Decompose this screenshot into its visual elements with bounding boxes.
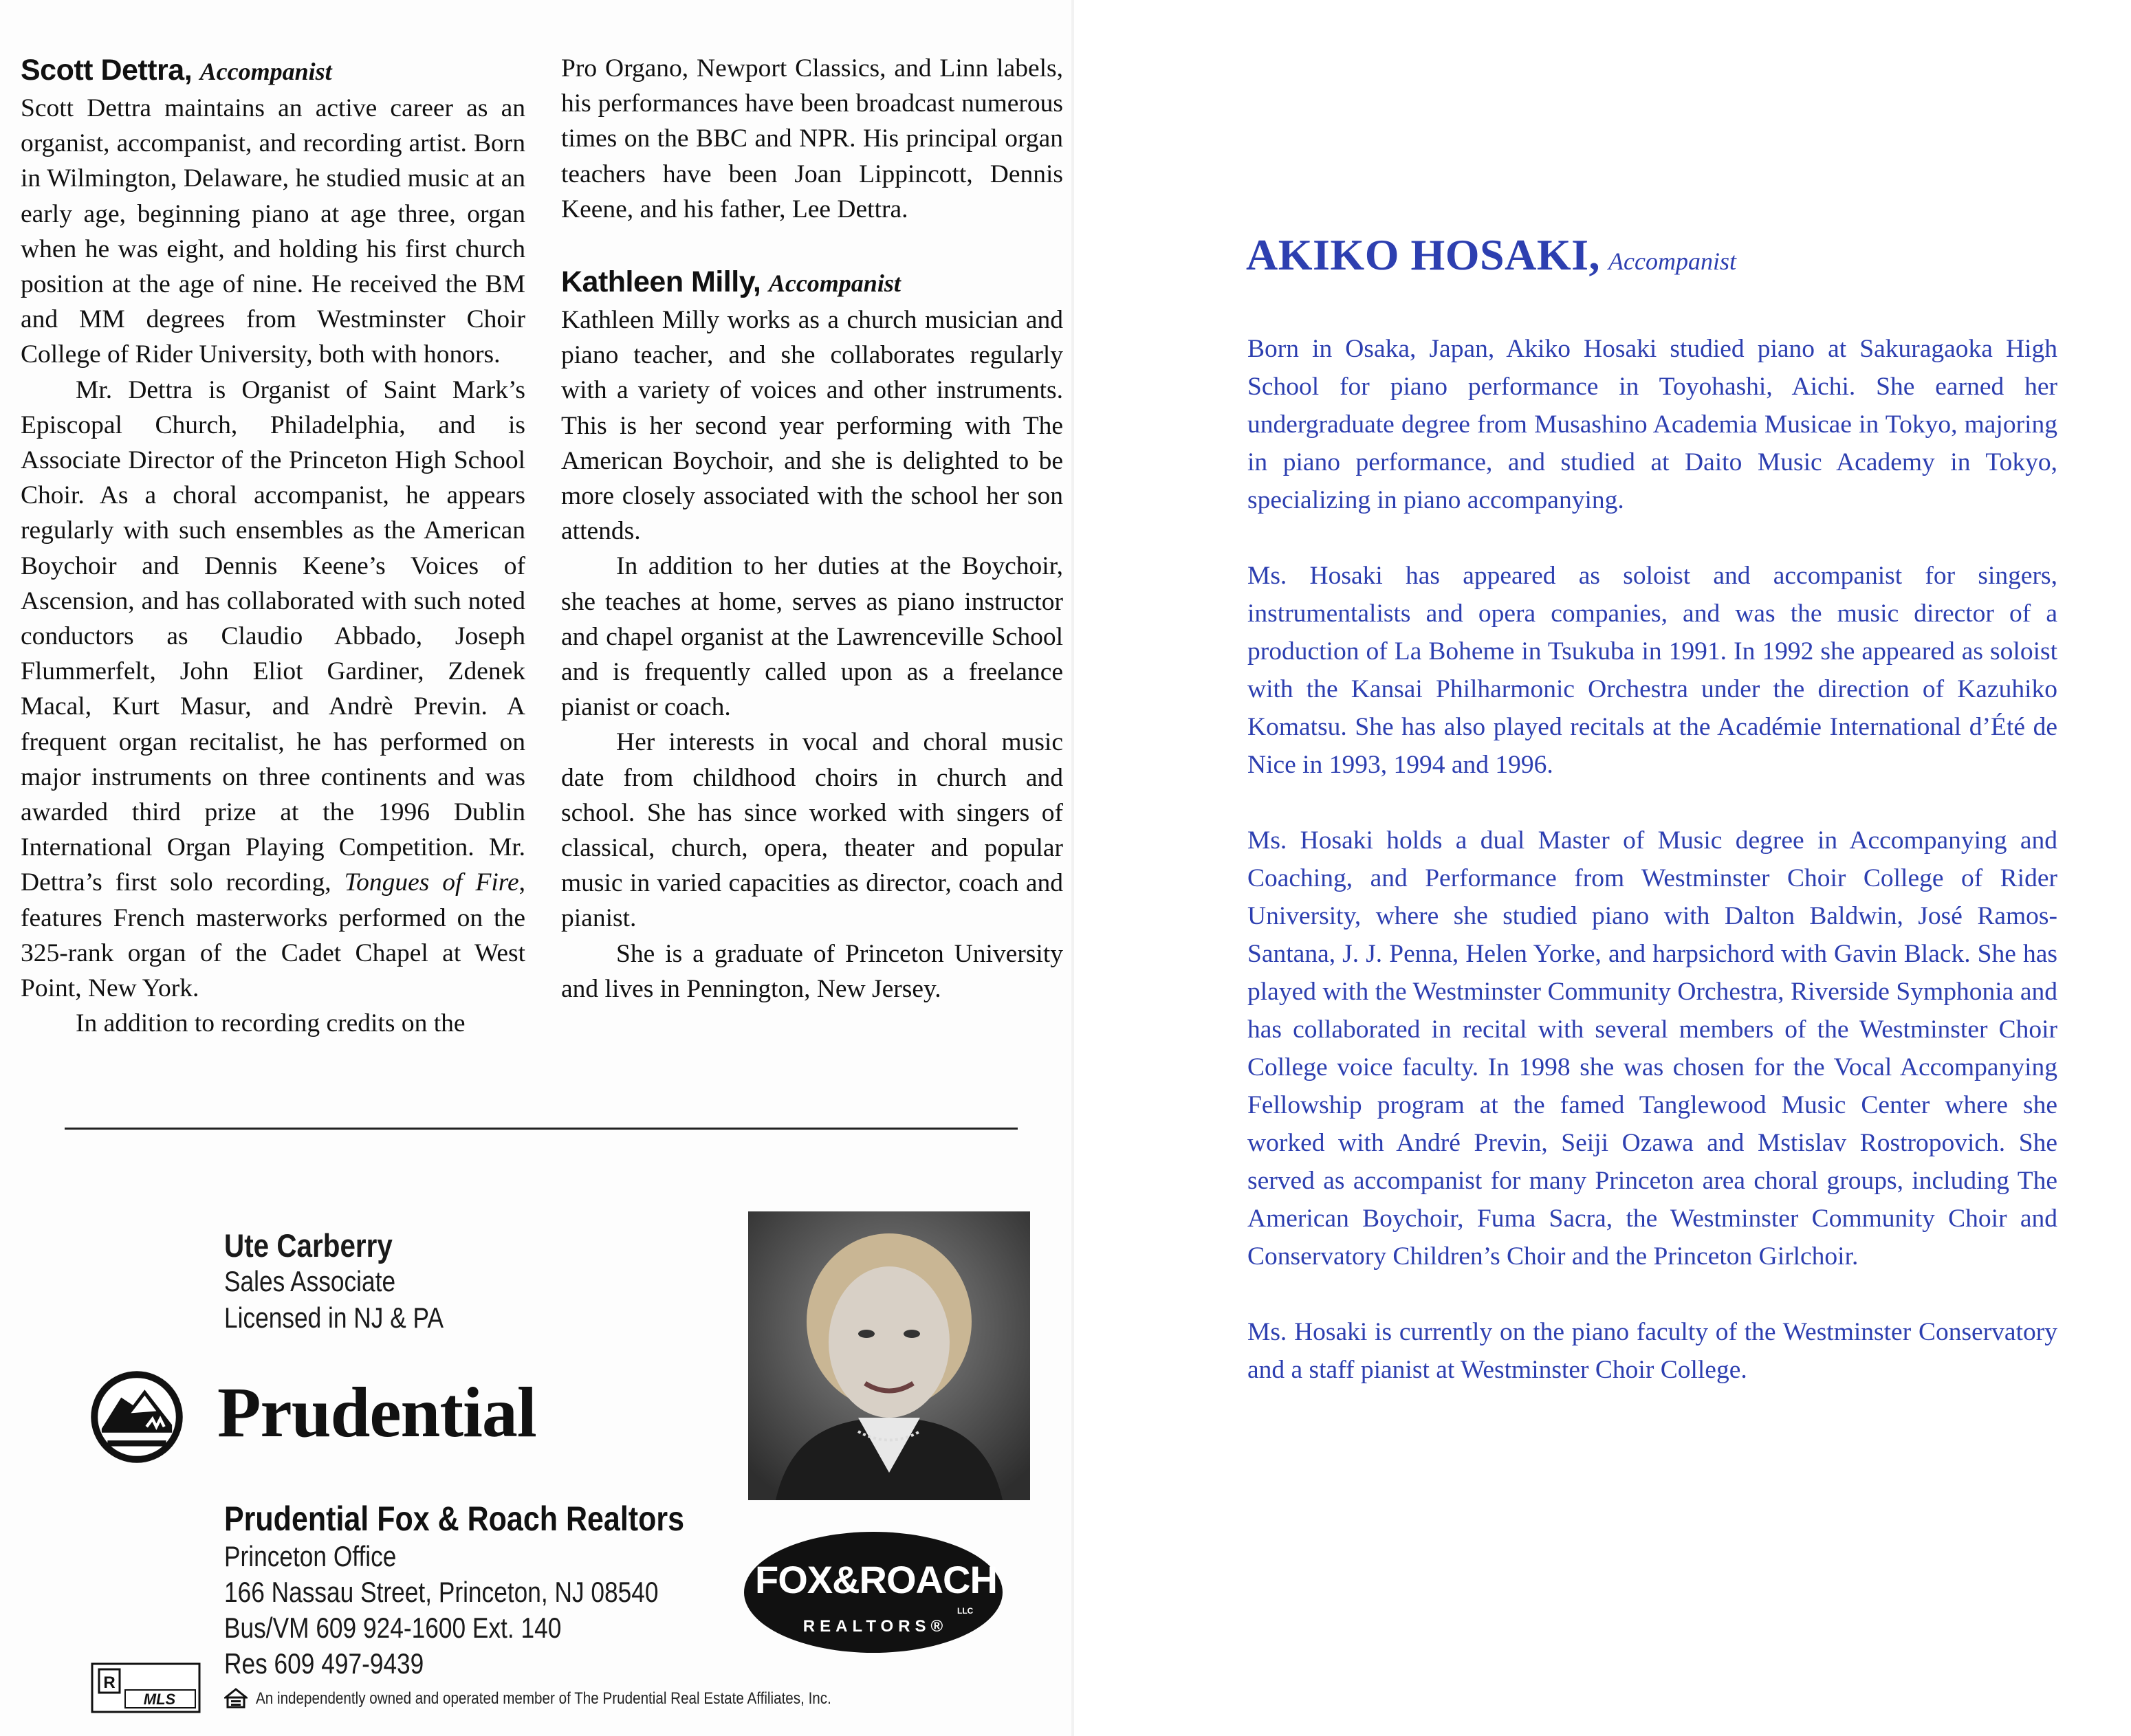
bio-paragraph: Kathleen Milly works as a church musician and piano teacher, and she collaborates regularly with a variety of voices and other instruments. This is her second year performing with The American Boychoir, and she is delighted to be more closely associated with the school her son attends.: [561, 306, 1063, 546]
agent-title: Sales Associate: [224, 1265, 396, 1297]
bio-name: Scott Dettra,: [21, 54, 193, 87]
bio-name: Kathleen Milly,: [561, 265, 761, 299]
affiliate-disclaimer: An independently owned and operated member of The Prudential Real Estate Affiliates, Inc.: [256, 1689, 831, 1708]
bio-paragraph: Scott Dettra maintains an active career as an organist, accompanist, and recording artist. Born in Wilmington, Delaware, he studied music at an early age, beginning piano at age three, organ when he was eight, and holding his first church position at the age of nine. He received the BM and MM degrees from Westminster Choir College of Rider University, both with honors.: [21, 94, 525, 369]
bio-heading-dettra: [21, 51, 525, 91]
residence-phone: Res 609 497-9439: [224, 1647, 424, 1680]
prudential-wordmark: Prudential: [217, 1373, 536, 1452]
section-divider: [65, 1128, 1018, 1130]
fox-roach-wordmark: FOX&ROACH: [755, 1558, 997, 1601]
agent-portrait-image: [748, 1211, 1030, 1500]
bio-heading-milly: [561, 263, 1063, 303]
bio-paragraph-continued: Pro Organo, Newport Classics, and Linn labels, his performances have been broadcast numerous times on the BBC and NPR. His principal organ teachers have been Joan Lippincott, Dennis Keene, and his father, Lee Dettra.: [561, 54, 1063, 223]
bio-name: AKIKO HOSAKI,: [1246, 230, 1601, 279]
agent-license: Licensed in NJ & PA: [224, 1301, 444, 1334]
bio-paragraph: She is a graduate of Princeton University and lives in Pennington, New Jersey.: [561, 939, 1063, 1003]
fox-roach-realtors: REALTORS®: [802, 1617, 948, 1636]
page-gutter: [1071, 0, 1074, 1736]
office-address: 166 Nassau Street, Princeton, NJ 08540: [224, 1576, 659, 1608]
bio-paragraph: In addition to her duties at the Boychoir, she teaches at home, serves as piano instructor and chapel organist at the Lawrenceville School and is frequently called upon as a freelance pianist or coach.: [561, 552, 1063, 722]
bio-paragraph: Ms. Hosaki has appeared as soloist and accompanist for singers, instrumentalists and opera companies, and was the music director of a production of La Boheme in Tsukuba in 1991. In 1992 she appeared as soloist with the Kansai Philharmonic Orchestra under the direction of Kazuhiko Komatsu. She has also played recitals at the Académie International d’Été de Nice in 1993, 1994 and 1996.: [1247, 562, 2057, 779]
bio-paragraph: Mr. Dettra is Organist of Saint Mark’s Episcopal Church, Philadelphia, and is Associate Director of the Princeton High School Choir. As a choral accompanist, he appears regularly with such ensembles as the American Boychoir and Dennis Keene’s Voices of Ascension, and has collaborated with such noted conductors as Claudio Abbado, Joseph Flummerfelt, John Eliot Gardiner, Zdenek Macal, Kurt Masur, and Andrè Previn. A frequent organ recitalist, he has performed on major instruments on three continents and was awarded third prize at the 1996 Dublin International Organ Playing Competition. Mr. Dettra’s first solo recording, Tongues of Fire, features French masterworks performed on the 325-rank organ of the Cadet Chapel at West Point, New York.: [21, 375, 526, 1003]
prudential-rock-logo-icon: [88, 1368, 186, 1466]
bio-paragraph: Born in Osaka, Japan, Akiko Hosaki studied piano at Sakuragaoka High School for piano performance in Toyohashi, Aichi. She earned her undergraduate degree from Musashino Academia Musicae in Tokyo, majoring in piano performance, and studied at Daito Music Academy in Tokyo, specializing in piano accompanying.: [1247, 335, 2057, 514]
agent-name: Ute Carberry: [224, 1227, 393, 1264]
bio-heading-hosaki: [1246, 230, 1736, 281]
bio-role: Accompanist: [1608, 248, 1736, 275]
bio-role: Accompanist: [199, 58, 332, 85]
bio-paragraph: Her interests in vocal and choral music date from childhood choirs in church and school. She has since worked with singers of classical, church, opera, theater and popular music in varied capacities as director, coach and pianist.: [561, 728, 1063, 933]
office-name: Prudential Fox & Roach Realtors: [224, 1499, 685, 1538]
bio-paragraph: Ms. Hosaki holds a dual Master of Music degree in Accompanying and Coaching, and Performance from Westminster Choir College of Rider University, where she studied piano with Dalton Baldwin, José Ramos-Santana, J. J. Penna, Helen Yorke, and harpsichord with Gavin Black. She has played with the Westminster Community Orchestra, Riverside Symphonia and has collaborated in recital with several members of the Westminster Choir College voice faculty. In 1998 she was chosen for the Vocal Accompanying Fellowship program at the famed Tanglewood Music Center where she worked with André Previn, Seiji Ozawa and Mstislav Rostropovich. She served as accompanist for many Princeton area choral groups, including The American Boychoir, Fuma Sacra, the Westminster Community Choir and Conservatory Children’s Choir and the Princeton Girlchoir.: [1247, 826, 2057, 1271]
office-phone: Bus/VM 609 924-1600 Ext. 140: [224, 1612, 562, 1644]
agent-photo: [748, 1211, 1030, 1500]
office-line: Princeton Office: [224, 1540, 397, 1572]
realtor-mark: R: [103, 1673, 116, 1692]
realtor-mls-logo-icon: [91, 1662, 201, 1713]
bio-column-dettra: [21, 51, 525, 1041]
bio-role: Accompanist: [768, 270, 901, 298]
fox-roach-llc: LLC: [957, 1606, 974, 1616]
bio-paragraph: In addition to recording credits on the: [76, 1009, 466, 1038]
bio-body-hosaki: [1247, 330, 2057, 1427]
bio-column-milly: [561, 51, 1063, 1007]
recording-title: Tongues of Fire: [344, 868, 519, 897]
equal-housing-icon: [224, 1688, 248, 1708]
mls-mark: MLS: [143, 1691, 176, 1708]
bio-paragraph: Ms. Hosaki is currently on the piano faculty of the Westminster Conservatory and a staff pianist at Westminster Choir College.: [1247, 1318, 2057, 1384]
